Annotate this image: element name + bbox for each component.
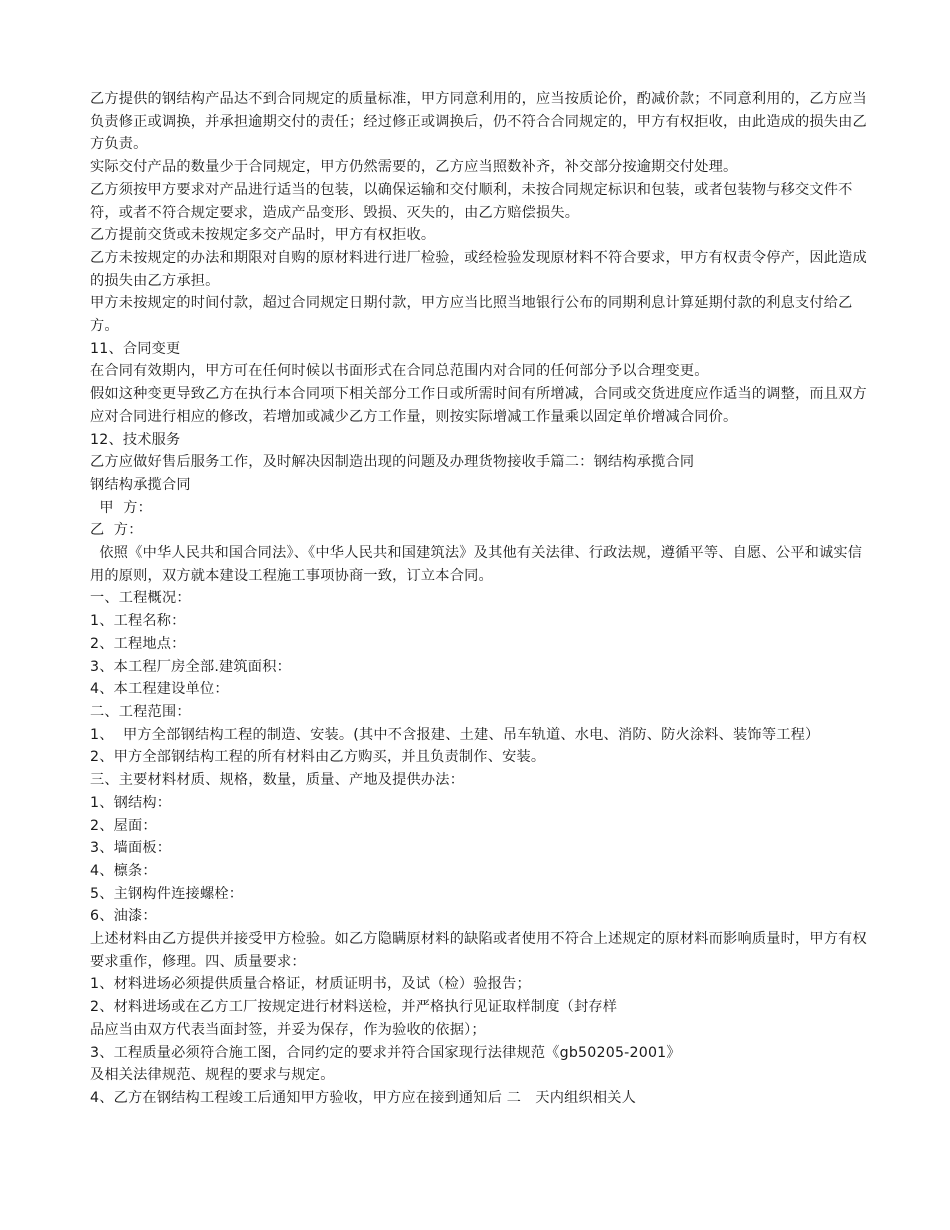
paragraph-quality-nonconformity: 乙方提供的钢结构产品达不到合同规定的质量标准，甲方同意利用的，应当按质论价，酌减价款；不同意利用的，乙方应当负责修正或调换，并承担逾期交付的责任；经过修正或调换后，仍不符合合同规定的，甲方有权拒收，由此造成的损失由乙方负责。 <box>90 91 867 153</box>
item-material-testing: 2、材料进场或在乙方工厂按规定进行材料送检，并严格执行见证取样制度（封存样 <box>90 999 618 1016</box>
paragraph-change-right: 在合同有效期内，甲方可在任何时候以书面形式在合同总范围内对合同的任何部分予以合理变更。 <box>90 363 709 380</box>
item-scope-materials: 2、甲方全部钢结构工程的所有材料由乙方购买，并且负责制作、安装。 <box>90 749 546 766</box>
item-quality-certificate: 1、材料进场必须提供质量合格证，材质证明书，及试（检）验报告； <box>90 976 531 993</box>
item-paint: 6、油漆： <box>90 908 157 925</box>
paragraph-late-payment: 甲方未按规定的时间付款，超过合同规定日期付款，甲方应当比照当地银行公布的同期利息计算延期付款的利息支付给乙方。 <box>90 295 853 335</box>
paragraph-change-adjustment: 假如这种变更导致乙方在执行本合同项下相关部分工作日或所需时间有所增减，合同或交货进度应作适当的调整，而且双方应对合同进行相应的修改，若增加或减少乙方工作量，则按实际增减工作量乘以固定单价增减合同价。 <box>90 386 867 425</box>
paragraph-packaging: 乙方须按甲方要求对产品进行适当的包装，以确保运输和交付顺利，未按合同规定标识和包装，或者包装物与移交文件不符，或者不符合规定要求，造成产品变形、毁损、灭失的，由乙方赔偿损失。 <box>90 181 853 221</box>
item-acceptance: 4、乙方在钢结构工程竣工后通知甲方验收，甲方应在接到通知后 二 天内组织相关人 <box>90 1089 637 1106</box>
paragraph-after-sales: 乙方应做好售后服务工作，及时解决因制造出现的问题及办理货物接收手篇二：钢结构承揽合同 <box>90 454 695 471</box>
party-a-line: 甲 方： <box>90 499 153 516</box>
item-construction-unit: 4、本工程建设单位： <box>90 681 229 698</box>
item-scope-fabrication: 1、 甲方全部钢结构工程的制造、安装。(其中不含报建、土建、吊车轨道、水电、消防、防火涂料、装饰等工程） <box>90 726 820 743</box>
item-steel-structure: 1、钢结构： <box>90 794 172 811</box>
item-wall-panel: 3、墙面板： <box>90 840 172 857</box>
heading-technical-service: 12、技术服务 <box>90 431 181 448</box>
paragraph-preamble: 依照《中华人民共和国合同法》、《中华人民共和国建筑法》及其他有关法律、行政法规，遵循平等、自愿、公平和诚实信用的原则，双方就本建设工程施工事项协商一致，订立本合同。 <box>90 545 863 584</box>
item-purlin: 4、檩条： <box>90 862 157 879</box>
paragraph-material-supply: 上述材料由乙方提供并接受甲方检验。如乙方隐瞒原材料的缺陷或者使用不符合上述规定的原材料而影响质量时，甲方有权要求重作，修理。四、质量要求： <box>90 931 867 970</box>
item-quality-standard: 3、工程质量必须符合施工图，合同约定的要求并符合国家现行法律规范《gb50205-2001》 <box>90 1044 681 1061</box>
heading-project-scope: 二、工程范围： <box>90 703 191 720</box>
item-quality-standard-cont: 及相关法律规范、规程的要求与规定。 <box>90 1067 335 1084</box>
item-roof: 2、屋面： <box>90 817 157 834</box>
heading-project-overview: 一、工程概况： <box>90 590 191 607</box>
item-project-name: 1、工程名称： <box>90 613 186 630</box>
paragraph-material-inspection: 乙方未按规定的办法和期限对自购的原材料进行进厂检验，或经检验发现原材料不符合要求，甲方有权责令停产，因此造成的损失由乙方承担。 <box>90 249 867 289</box>
item-building-area: 3、本工程厂房全部.建筑面积： <box>90 658 291 675</box>
paragraph-early-delivery: 乙方提前交货或未按规定多交产品时，甲方有权拒收。 <box>90 227 436 244</box>
heading-contract-change: 11、合同变更 <box>90 340 181 357</box>
item-bolts: 5、主钢构件连接螺栓： <box>90 885 244 902</box>
heading-main-materials: 三、主要材料材质、规格，数量，质量、产地及提供办法： <box>90 772 465 789</box>
paragraph-quantity-shortage: 实际交付产品的数量少于合同规定，甲方仍然需要的，乙方应当照数补齐，补交部分按逾期交付处理。 <box>90 159 738 176</box>
item-material-testing-cont: 品应当由双方代表当面封签，并妥为保存，作为验收的依据）； <box>90 1021 486 1038</box>
contract-title: 钢结构承揽合同 <box>90 476 191 493</box>
item-project-location: 2、工程地点： <box>90 635 186 652</box>
party-b-line: 乙 方： <box>90 522 143 539</box>
document-body <box>90 88 870 1110</box>
